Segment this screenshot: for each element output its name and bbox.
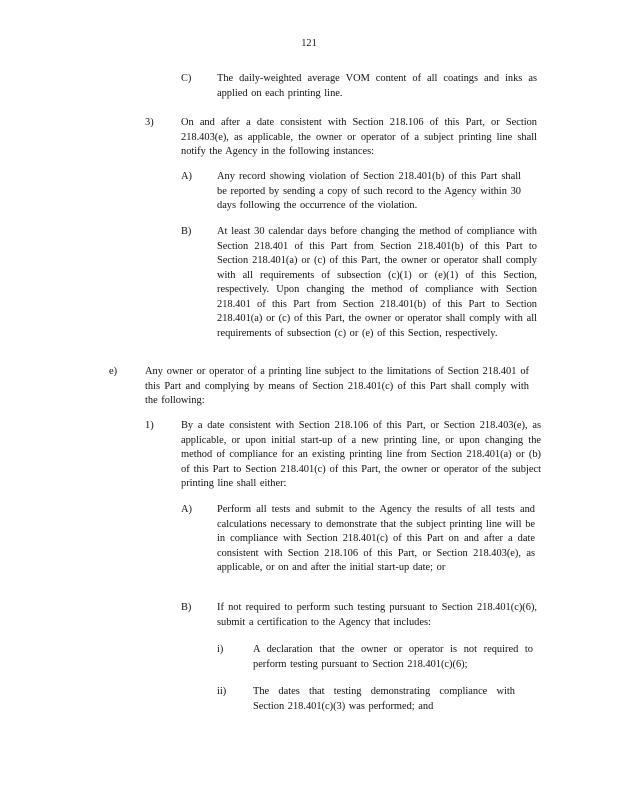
item-text: Any record showing violation of Section 218.401(b) of this Part shall be reported by sending a copy of such record to the Agency within 30 days following the occurrence of the violation. — [217, 171, 521, 211]
item-text: A declaration that the owner or operator is not required to perform testing pursuant to Section 218.401(c)(6); — [253, 644, 533, 670]
item-text: Perform all tests and submit to the Agency the results of all tests and calculations necessary to demonstrate that the subject printing line will be in compliance with Section 218.401(c) of this Part on and after a date consistent with Section 218.106 of this Part, or Section 218.403(e), as applicable, or on and after the initial start-up date; or — [217, 504, 535, 573]
item-marker: 1) — [145, 420, 154, 431]
item-text: The daily-weighted average VOM content of all coatings and inks as applied on each printing line. — [217, 73, 537, 99]
item-marker: B) — [181, 226, 192, 237]
item-marker: A) — [181, 504, 192, 515]
item-marker: A) — [181, 171, 192, 182]
item-marker: 3) — [145, 117, 154, 128]
item-text: At least 30 calendar days before changing the method of compliance with Section 218.401 of this Part from Section 218.401(b) of this Part to Section 218.401(a) or (c) of this Part, the owner or operator shall comply with all requirements of subsection (c)(1) or (e)(1) of this Section, respectively. Upon changing the method of compliance with Section 218.401 of this Part from Section 218.401(b) of this Part to Section 218.401(a) or (c) of this Part, the owner or operator shall comply with all requirements of subsection (c) or (e) of this Section, respectively. — [217, 226, 537, 339]
item-text: On and after a date consistent with Section 218.106 of this Part, or Section 218.403(e), as applicable, the owner or operator of a subject printing line shall notify the Agency in the following instances: — [181, 117, 537, 157]
item-marker: B) — [181, 602, 192, 613]
item-text: By a date consistent with Section 218.106 of this Part, or Section 218.403(e), as applicable, or upon initial start-up of a new printing line, or upon changing the method of compliance for an existing printing line from Section 218.401(a) or (b) of this Part to Section 218.401(c) of this Part, the owner or operator of the subject printing line shall either: — [181, 420, 541, 489]
item-marker: i) — [217, 644, 224, 655]
item-text: The dates that testing demonstrating compliance with Section 218.401(c)(3) was performed; and — [253, 686, 515, 712]
item-marker: e) — [109, 366, 118, 377]
item-marker: ii) — [217, 686, 227, 697]
item-text: Any owner or operator of a printing line subject to the limitations of Section 218.401 of this Part and complying by means of Section 218.401(c) of this Part shall comply with the following: — [145, 366, 529, 406]
item-text: If not required to perform such testing pursuant to Section 218.401(c)(6), submit a certification to the Agency that includes: — [217, 602, 537, 628]
page-number: 121 — [301, 38, 317, 49]
item-marker: C) — [181, 73, 192, 84]
